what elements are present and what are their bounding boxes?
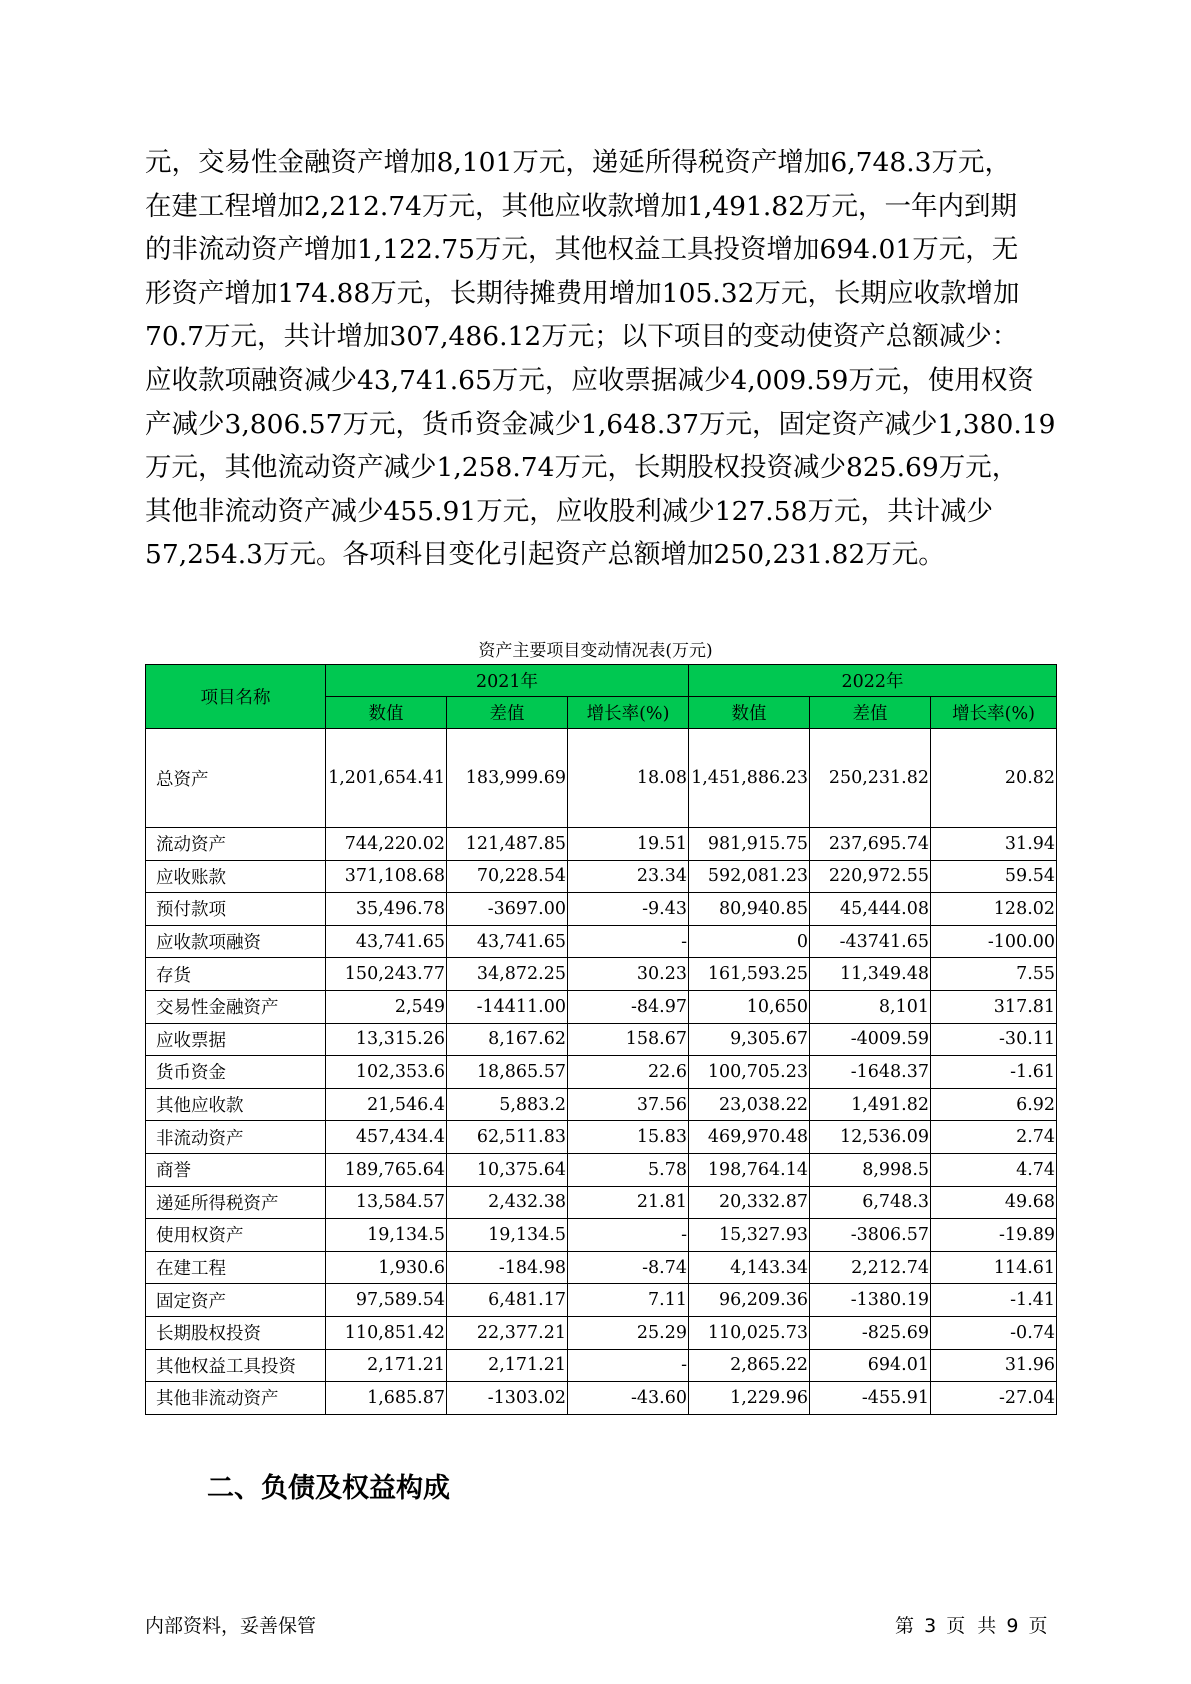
value-2022-cell: 2,865.22 xyxy=(689,1349,810,1382)
diff-2021-cell: 5,883.2 xyxy=(447,1088,568,1121)
rate-2021-cell: 21.81 xyxy=(568,1186,689,1219)
diff-2022-cell: -1648.37 xyxy=(810,1056,931,1089)
value-2022-cell: 110,025.73 xyxy=(689,1316,810,1349)
diff-2022-cell: -43741.65 xyxy=(810,925,931,958)
value-2021-cell: 457,434.4 xyxy=(326,1121,447,1154)
table-row xyxy=(146,1121,1057,1154)
paragraph-line: 其他非流动资产减少455.91万元，应收股利减少127.58万元，共计减少 xyxy=(145,495,993,527)
table-row xyxy=(146,729,1057,828)
value-2021-cell: 35,496.78 xyxy=(326,893,447,926)
diff-2022-cell: -455.91 xyxy=(810,1382,931,1415)
diff-2022-cell: -1380.19 xyxy=(810,1284,931,1317)
page-prefix: 第 xyxy=(895,1615,915,1637)
table-body xyxy=(146,729,1057,1415)
value-2022-cell: 100,705.23 xyxy=(689,1056,810,1089)
value-2021-cell: 19,134.5 xyxy=(326,1219,447,1252)
diff-2021-cell: 6,481.17 xyxy=(447,1284,568,1317)
section-heading: 二、负债及权益构成 xyxy=(207,1473,450,1504)
value-2021-cell: 110,851.42 xyxy=(326,1316,447,1349)
rate-2021-cell: 15.83 xyxy=(568,1121,689,1154)
page-total: 9 xyxy=(1006,1615,1019,1637)
rate-2022-cell: -19.89 xyxy=(931,1219,1057,1252)
diff-2021-cell: 18,865.57 xyxy=(447,1056,568,1089)
table-caption: 资产主要项目变动情况表(万元) xyxy=(478,641,713,661)
table-row xyxy=(146,860,1057,893)
table-row xyxy=(146,1349,1057,1382)
value-2021-cell: 189,765.64 xyxy=(326,1153,447,1186)
value-2022-cell: 96,209.36 xyxy=(689,1284,810,1317)
diff-2021-cell: 62,511.83 xyxy=(447,1121,568,1154)
table-row xyxy=(146,925,1057,958)
table-row xyxy=(146,1088,1057,1121)
value-2021-cell: 744,220.02 xyxy=(326,828,447,861)
rate-2022-cell: 4.74 xyxy=(931,1153,1057,1186)
diff-2022-cell: -825.69 xyxy=(810,1316,931,1349)
page-mid: 页 共 xyxy=(946,1615,997,1637)
value-2021-cell: 2,549 xyxy=(326,990,447,1023)
table-row xyxy=(146,1316,1057,1349)
diff-2022-cell: -3806.57 xyxy=(810,1219,931,1252)
diff-2021-cell: 43,741.65 xyxy=(447,925,568,958)
value-2021-cell: 13,315.26 xyxy=(326,1023,447,1056)
paragraph-line: 万元，其他流动资产减少1,258.74万元，长期股权投资减少825.69万元， xyxy=(145,452,1019,484)
item-name-cell: 其他非流动资产 xyxy=(146,1382,326,1415)
header-value: 数值 xyxy=(689,697,810,729)
diff-2021-cell: 2,171.21 xyxy=(447,1349,568,1382)
item-name-cell: 其他权益工具投资 xyxy=(146,1349,326,1382)
value-2022-cell: 981,915.75 xyxy=(689,828,810,861)
value-2021-cell: 102,353.6 xyxy=(326,1056,447,1089)
item-name-cell: 使用权资产 xyxy=(146,1219,326,1252)
rate-2021-cell: -84.97 xyxy=(568,990,689,1023)
rate-2021-cell: - xyxy=(568,1349,689,1382)
rate-2022-cell: 2.74 xyxy=(931,1121,1057,1154)
table-row xyxy=(146,828,1057,861)
rate-2022-cell: -1.61 xyxy=(931,1056,1057,1089)
diff-2022-cell: 45,444.08 xyxy=(810,893,931,926)
rate-2022-cell: 20.82 xyxy=(931,729,1057,828)
rate-2021-cell: 18.08 xyxy=(568,729,689,828)
diff-2021-cell: -1303.02 xyxy=(447,1382,568,1415)
rate-2022-cell: 7.55 xyxy=(931,958,1057,991)
header-rate: 增长率(%) xyxy=(568,697,689,729)
paragraph-line: 形资产增加174.88万元，长期待摊费用增加105.32万元，长期应收款增加 xyxy=(145,277,1020,309)
diff-2022-cell: 220,972.55 xyxy=(810,860,931,893)
value-2022-cell: 198,764.14 xyxy=(689,1153,810,1186)
table-row xyxy=(146,958,1057,991)
rate-2021-cell: 158.67 xyxy=(568,1023,689,1056)
value-2022-cell: 10,650 xyxy=(689,990,810,1023)
diff-2022-cell: 8,998.5 xyxy=(810,1153,931,1186)
value-2022-cell: 1,451,886.23 xyxy=(689,729,810,828)
value-2022-cell: 0 xyxy=(689,925,810,958)
rate-2021-cell: - xyxy=(568,925,689,958)
footer-page-info xyxy=(895,1611,1052,1638)
rate-2021-cell: 7.11 xyxy=(568,1284,689,1317)
header-diff: 差值 xyxy=(447,697,568,729)
rate-2021-cell: 19.51 xyxy=(568,828,689,861)
item-name-cell: 交易性金融资产 xyxy=(146,990,326,1023)
paragraph-line: 应收款项融资减少43,741.65万元，应收票据减少4,009.59万元，使用权资 xyxy=(145,364,1034,396)
item-name-cell: 流动资产 xyxy=(146,828,326,861)
diff-2022-cell: 1,491.82 xyxy=(810,1088,931,1121)
table-row xyxy=(146,990,1057,1023)
diff-2022-cell: 8,101 xyxy=(810,990,931,1023)
rate-2022-cell: -27.04 xyxy=(931,1382,1057,1415)
item-name-cell: 存货 xyxy=(146,958,326,991)
value-2021-cell: 150,243.77 xyxy=(326,958,447,991)
value-2022-cell: 9,305.67 xyxy=(689,1023,810,1056)
rate-2022-cell: 6.92 xyxy=(931,1088,1057,1121)
value-2022-cell: 1,229.96 xyxy=(689,1382,810,1415)
header-rate: 增长率(%) xyxy=(931,697,1057,729)
body-paragraph xyxy=(145,141,1057,577)
diff-2022-cell: 11,349.48 xyxy=(810,958,931,991)
rate-2021-cell: 22.6 xyxy=(568,1056,689,1089)
rate-2022-cell: -30.11 xyxy=(931,1023,1057,1056)
diff-2021-cell: 70,228.54 xyxy=(447,860,568,893)
rate-2022-cell: 114.61 xyxy=(931,1251,1057,1284)
asset-changes-table xyxy=(145,664,1057,1415)
table-row xyxy=(146,1251,1057,1284)
diff-2021-cell: -184.98 xyxy=(447,1251,568,1284)
item-name-cell: 商誉 xyxy=(146,1153,326,1186)
item-name-cell: 应收票据 xyxy=(146,1023,326,1056)
table-row xyxy=(146,1023,1057,1056)
diff-2021-cell: -3697.00 xyxy=(447,893,568,926)
diff-2021-cell: 8,167.62 xyxy=(447,1023,568,1056)
value-2021-cell: 21,546.4 xyxy=(326,1088,447,1121)
diff-2022-cell: 6,748.3 xyxy=(810,1186,931,1219)
diff-2021-cell: 10,375.64 xyxy=(447,1153,568,1186)
item-name-cell: 预付款项 xyxy=(146,893,326,926)
header-year-2021: 2021年 xyxy=(326,665,689,697)
value-2022-cell: 469,970.48 xyxy=(689,1121,810,1154)
item-name-cell: 应收款项融资 xyxy=(146,925,326,958)
rate-2021-cell: 25.29 xyxy=(568,1316,689,1349)
rate-2022-cell: -0.74 xyxy=(931,1316,1057,1349)
header-year-2022: 2022年 xyxy=(689,665,1057,697)
value-2022-cell: 592,081.23 xyxy=(689,860,810,893)
table-row xyxy=(146,1382,1057,1415)
rate-2021-cell: -9.43 xyxy=(568,893,689,926)
footer-confidential: 内部资料，妥善保管 xyxy=(145,1615,317,1637)
diff-2021-cell: 19,134.5 xyxy=(447,1219,568,1252)
rate-2021-cell: 5.78 xyxy=(568,1153,689,1186)
rate-2022-cell: 128.02 xyxy=(931,893,1057,926)
header-diff: 差值 xyxy=(810,697,931,729)
rate-2021-cell: 23.34 xyxy=(568,860,689,893)
value-2022-cell: 161,593.25 xyxy=(689,958,810,991)
item-name-cell: 非流动资产 xyxy=(146,1121,326,1154)
rate-2022-cell: 31.96 xyxy=(931,1349,1057,1382)
header-value: 数值 xyxy=(326,697,447,729)
diff-2021-cell: 34,872.25 xyxy=(447,958,568,991)
rate-2022-cell: 317.81 xyxy=(931,990,1057,1023)
rate-2022-cell: 49.68 xyxy=(931,1186,1057,1219)
value-2021-cell: 1,685.87 xyxy=(326,1382,447,1415)
value-2021-cell: 1,930.6 xyxy=(326,1251,447,1284)
item-name-cell: 货币资金 xyxy=(146,1056,326,1089)
value-2021-cell: 1,201,654.41 xyxy=(326,729,447,828)
diff-2021-cell: -14411.00 xyxy=(447,990,568,1023)
item-name-cell: 应收账款 xyxy=(146,860,326,893)
value-2022-cell: 20,332.87 xyxy=(689,1186,810,1219)
diff-2022-cell: 250,231.82 xyxy=(810,729,931,828)
diff-2022-cell: 2,212.74 xyxy=(810,1251,931,1284)
diff-2022-cell: 237,695.74 xyxy=(810,828,931,861)
page-suffix: 页 xyxy=(1028,1615,1048,1637)
item-name-cell: 递延所得税资产 xyxy=(146,1186,326,1219)
diff-2021-cell: 121,487.85 xyxy=(447,828,568,861)
rate-2021-cell: - xyxy=(568,1219,689,1252)
table-row xyxy=(146,1284,1057,1317)
rate-2021-cell: -8.74 xyxy=(568,1251,689,1284)
paragraph-line: 70.7万元，共计增加307,486.12万元；以下项目的变动使资产总额减少： xyxy=(145,321,1019,353)
paragraph-line: 57,254.3万元。各项科目变化引起资产总额增加250,231.82万元。 xyxy=(145,539,945,571)
item-name-cell: 其他应收款 xyxy=(146,1088,326,1121)
value-2021-cell: 371,108.68 xyxy=(326,860,447,893)
rate-2022-cell: -1.41 xyxy=(931,1284,1057,1317)
diff-2021-cell: 183,999.69 xyxy=(447,729,568,828)
value-2022-cell: 15,327.93 xyxy=(689,1219,810,1252)
table-row xyxy=(146,1056,1057,1089)
table-row xyxy=(146,1153,1057,1186)
paragraph-line: 的非流动资产增加1,122.75万元，其他权益工具投资增加694.01万元，无 xyxy=(145,234,1019,266)
item-name-cell: 在建工程 xyxy=(146,1251,326,1284)
value-2021-cell: 13,584.57 xyxy=(326,1186,447,1219)
value-2022-cell: 80,940.85 xyxy=(689,893,810,926)
value-2022-cell: 4,143.34 xyxy=(689,1251,810,1284)
paragraph-line: 产减少3,806.57万元，货币资金减少1,648.37万元，固定资产减少1,380.19 xyxy=(145,408,1056,440)
value-2021-cell: 97,589.54 xyxy=(326,1284,447,1317)
diff-2022-cell: 694.01 xyxy=(810,1349,931,1382)
diff-2022-cell: -4009.59 xyxy=(810,1023,931,1056)
diff-2022-cell: 12,536.09 xyxy=(810,1121,931,1154)
diff-2021-cell: 2,432.38 xyxy=(447,1186,568,1219)
paragraph-line: 在建工程增加2,212.74万元，其他应收款增加1,491.82万元，一年内到期 xyxy=(145,190,1018,222)
rate-2021-cell: -43.60 xyxy=(568,1382,689,1415)
rate-2022-cell: 31.94 xyxy=(931,828,1057,861)
value-2021-cell: 43,741.65 xyxy=(326,925,447,958)
page-number: 3 xyxy=(924,1615,937,1637)
table-row xyxy=(146,1219,1057,1252)
table-row xyxy=(146,893,1057,926)
rate-2022-cell: -100.00 xyxy=(931,925,1057,958)
item-name-cell: 总资产 xyxy=(146,729,326,828)
table-row xyxy=(146,1186,1057,1219)
rate-2022-cell: 59.54 xyxy=(931,860,1057,893)
item-name-cell: 固定资产 xyxy=(146,1284,326,1317)
rate-2021-cell: 30.23 xyxy=(568,958,689,991)
diff-2021-cell: 22,377.21 xyxy=(447,1316,568,1349)
value-2021-cell: 2,171.21 xyxy=(326,1349,447,1382)
item-name-cell: 长期股权投资 xyxy=(146,1316,326,1349)
rate-2021-cell: 37.56 xyxy=(568,1088,689,1121)
value-2022-cell: 23,038.22 xyxy=(689,1088,810,1121)
paragraph-line: 元，交易性金融资产增加8,101万元，递延所得税资产增加6,748.3万元， xyxy=(145,147,1012,178)
header-item-name: 项目名称 xyxy=(146,665,326,729)
